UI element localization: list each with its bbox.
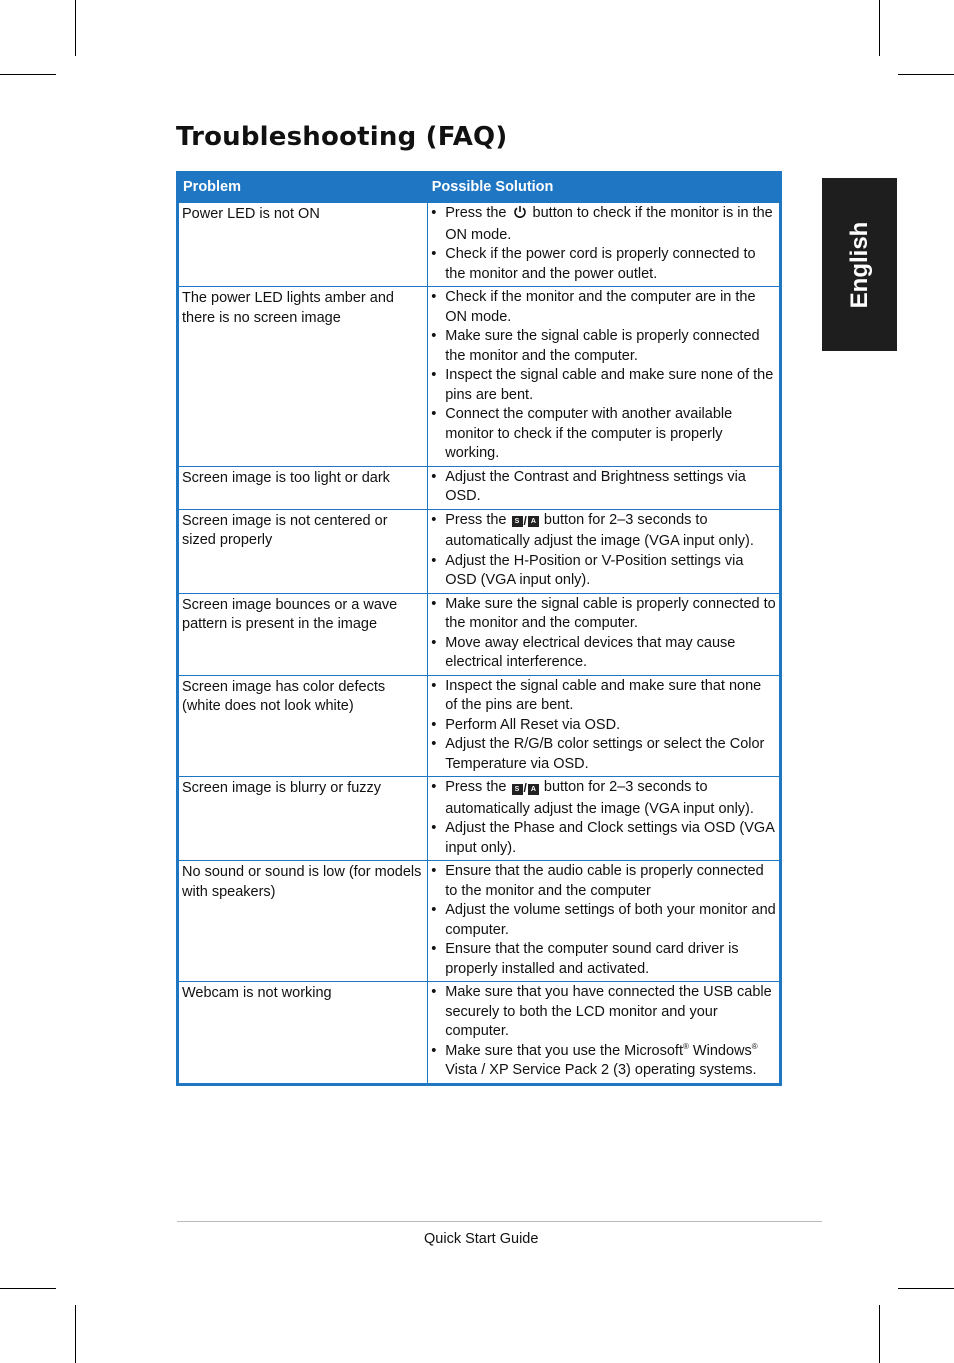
bullet: •	[431, 863, 437, 879]
problem-cell: Screen image is too light or dark	[178, 466, 428, 509]
language-tab-label: English	[845, 221, 873, 308]
solution-text: Adjust the volume settings of both your monitor and computer.	[445, 902, 776, 938]
solution-text: Make sure that you use the Microsoft® Windows® Vista / XP Service Pack 2 (3) operating systems.	[445, 1041, 758, 1078]
table-header-row	[178, 173, 781, 203]
power-icon	[513, 205, 527, 226]
solution-item	[431, 288, 776, 327]
problem-cell: Power LED is not ON	[178, 203, 428, 287]
solution-item	[431, 245, 776, 284]
solution-text: Ensure that the audio cable is properly connected to the monitor and the computer	[445, 863, 764, 899]
language-tab	[822, 178, 897, 351]
solution-item	[431, 327, 776, 366]
solution-cell	[428, 466, 781, 509]
solution-item	[431, 983, 776, 1042]
solution-list	[431, 677, 776, 775]
solution-text: Inspect the signal cable and make sure that none of the pins are bent.	[445, 677, 762, 713]
bullet: •	[431, 289, 437, 305]
bullet: •	[431, 367, 437, 383]
problem-cell: Webcam is not working	[178, 982, 428, 1085]
solution-text: Ensure that the computer sound card driver is properly installed and activated.	[445, 941, 739, 977]
solution-item	[431, 405, 776, 464]
solution-text: Adjust the Contrast and Brightness settings via OSD.	[445, 468, 746, 504]
solution-text: Press the S / A button for 2–3 seconds to automatically adjust the image (VGA input only).	[445, 511, 754, 549]
bullet: •	[431, 328, 437, 344]
solution-cell	[428, 861, 781, 982]
solution-item	[431, 940, 776, 979]
a-button-icon: A	[528, 516, 539, 527]
solution-cell	[428, 287, 781, 467]
bullet: •	[431, 902, 437, 918]
solution-text: Connect the computer with another available monitor to check if the computer is properly working.	[445, 406, 733, 461]
column-header-solution: Possible Solution	[428, 173, 781, 203]
solution-item	[431, 634, 776, 673]
icon-separator: /	[523, 781, 527, 796]
a-button-icon: A	[528, 784, 539, 795]
bullet: •	[431, 820, 437, 836]
s-button-icon: S	[512, 784, 523, 795]
faq-table-body	[178, 203, 781, 1085]
solution-item	[431, 468, 776, 507]
solution-item	[431, 204, 776, 245]
solution-text: Adjust the H-Position or V-Position settings via OSD (VGA input only).	[445, 552, 744, 588]
bullet: •	[431, 511, 437, 528]
problem-cell: Screen image has color defects (white does not look white)	[178, 675, 428, 777]
table-row	[178, 509, 781, 593]
page-title: Troubleshooting (FAQ)	[176, 122, 508, 152]
table-row	[178, 861, 781, 982]
solution-list	[431, 511, 776, 591]
footer-text: Quick Start Guide	[424, 1231, 539, 1247]
problem-cell: Screen image is not centered or sized properly	[178, 509, 428, 593]
solution-item	[431, 366, 776, 405]
bullet: •	[431, 595, 437, 612]
faq-table	[176, 171, 782, 1086]
s-a-button-icons	[512, 779, 539, 799]
solution-cell	[428, 777, 781, 861]
solution-list	[431, 983, 776, 1081]
s-a-button-icons	[512, 512, 539, 532]
solution-item	[431, 901, 776, 940]
solution-list	[431, 778, 776, 858]
bullet: •	[431, 246, 437, 262]
column-header-problem: Problem	[178, 173, 428, 203]
crop-mark	[0, 1288, 56, 1289]
table-row	[178, 466, 781, 509]
bullet: •	[431, 779, 437, 795]
solution-text: Adjust the Phase and Clock settings via OSD (VGA input only).	[445, 820, 775, 856]
table-row	[178, 203, 781, 287]
bullet: •	[431, 716, 437, 733]
solution-item	[431, 819, 776, 858]
bullet: •	[431, 205, 437, 221]
registered-mark: ®	[751, 1041, 758, 1051]
solution-text: Perform All Reset via OSD.	[445, 716, 621, 733]
solution-list	[431, 468, 776, 507]
bullet: •	[431, 468, 437, 485]
bullet: •	[431, 1042, 437, 1059]
solution-cell	[428, 509, 781, 593]
bullet: •	[431, 941, 437, 957]
crop-mark	[879, 0, 880, 56]
table-row	[178, 287, 781, 467]
solution-item	[431, 716, 776, 736]
footer-divider	[177, 1221, 822, 1222]
solution-text: Press the S / A button for 2–3 seconds to automatically adjust the image (VGA input only).	[445, 779, 754, 817]
bullet: •	[431, 677, 437, 694]
solution-text: Check if the power cord is properly connected to the monitor and the power outlet.	[445, 246, 756, 282]
crop-mark	[75, 0, 76, 56]
bullet: •	[431, 736, 437, 752]
registered-mark: ®	[682, 1041, 689, 1051]
crop-mark	[75, 1305, 76, 1363]
solution-text: Check if the monitor and the computer are in the ON mode.	[445, 289, 756, 325]
table-row	[178, 675, 781, 777]
problem-cell: No sound or sound is low (for models with speakers)	[178, 861, 428, 982]
solution-item	[431, 595, 776, 634]
problem-cell: The power LED lights amber and there is no screen image	[178, 287, 428, 467]
bullet: •	[431, 406, 437, 422]
solution-list	[431, 204, 776, 284]
bullet: •	[431, 634, 437, 651]
solution-text: Make sure the signal cable is properly connected the monitor and the computer.	[445, 328, 760, 364]
solution-list	[431, 595, 776, 673]
solution-text: Make sure that you have connected the USB cable securely to both the LCD monitor and your computer.	[445, 984, 772, 1039]
solution-item	[431, 735, 776, 774]
table-row	[178, 777, 781, 861]
solution-list	[431, 288, 776, 464]
solution-cell	[428, 593, 781, 675]
solution-text: Press the button to check if the monitor is in the ON mode.	[445, 205, 773, 243]
crop-mark	[898, 1288, 954, 1289]
problem-cell: Screen image is blurry or fuzzy	[178, 777, 428, 861]
solution-list	[431, 862, 776, 979]
solution-text: Make sure the signal cable is properly connected to the monitor and the computer.	[445, 595, 776, 631]
solution-cell	[428, 982, 781, 1085]
solution-item	[431, 552, 776, 591]
solution-item	[431, 1042, 776, 1081]
solution-item	[431, 862, 776, 901]
solution-text: Move away electrical devices that may cause electrical interference.	[445, 634, 736, 670]
problem-cell: Screen image bounces or a wave pattern is present in the image	[178, 593, 428, 675]
solution-item	[431, 511, 776, 552]
solution-cell	[428, 675, 781, 777]
icon-separator: /	[523, 513, 527, 528]
crop-mark	[879, 1305, 880, 1363]
s-button-icon: S	[512, 516, 523, 527]
bullet: •	[431, 984, 437, 1000]
solution-item	[431, 778, 776, 819]
table-row	[178, 593, 781, 675]
crop-mark	[898, 74, 954, 75]
solution-cell	[428, 203, 781, 287]
solution-text: Inspect the signal cable and make sure none of the pins are bent.	[445, 367, 774, 403]
solution-item	[431, 677, 776, 716]
bullet: •	[431, 552, 437, 569]
table-row	[178, 982, 781, 1085]
crop-mark	[0, 74, 56, 75]
solution-text: Adjust the R/G/B color settings or select the Color Temperature via OSD.	[445, 736, 765, 772]
